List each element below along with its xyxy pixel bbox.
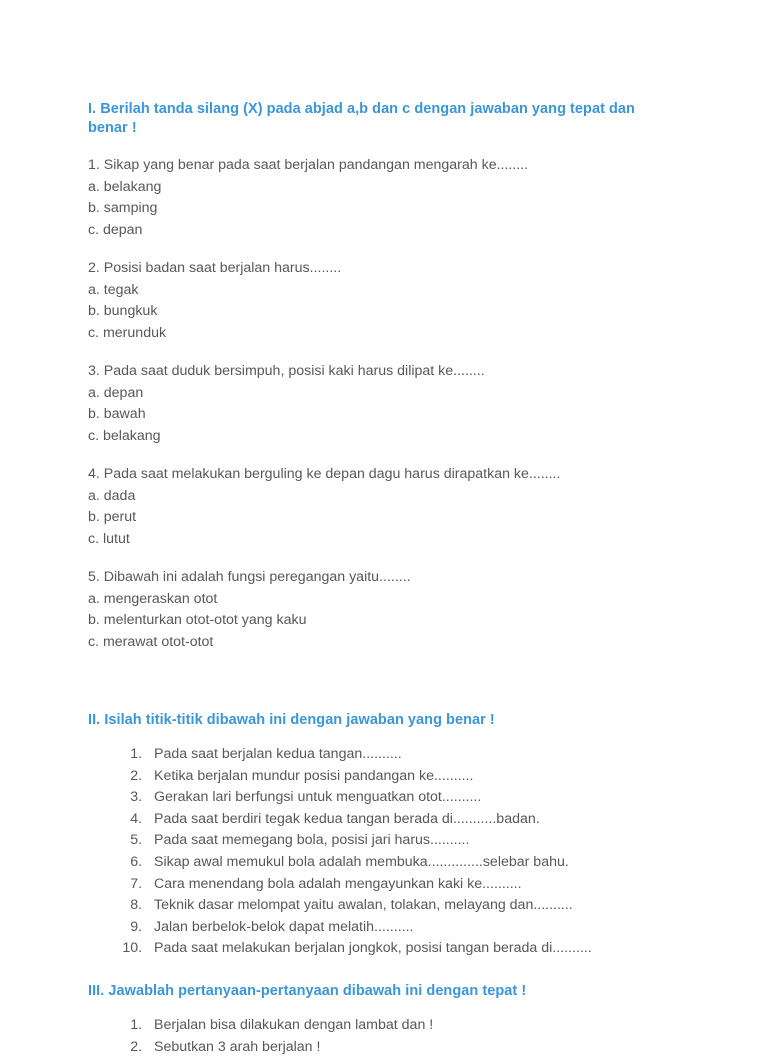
list-item: 5. Pada saat memegang bola, posisi jari harus.......... — [146, 830, 688, 852]
question-block-2 — [88, 258, 688, 344]
list-item: 3. Gerakan lari berfungsi untuk menguatkan otot.......... — [146, 787, 688, 809]
question-option: b. melenturkan otot-otot yang kaku — [88, 612, 307, 628]
question-option: a. depan — [88, 384, 144, 401]
question-prompt: 1. Sikap yang benar pada saat berjalan pandangan mengarah ke........ — [88, 157, 529, 173]
question-option: c. belakang — [88, 427, 161, 444]
essay-question-list — [88, 1015, 688, 1058]
list-item: 6. Sikap awal memukul bola adalah membuka..............selebar bahu. — [146, 852, 688, 874]
fill-in-the-blank-list — [88, 744, 688, 960]
question-option: c. depan — [88, 221, 143, 238]
question-prompt: 2. Posisi badan saat berjalan harus........ — [88, 260, 342, 276]
question-block-5 — [88, 567, 688, 653]
list-item: 1. Pada saat berjalan kedua tangan.......... — [146, 744, 688, 766]
question-option: c. merunduk — [88, 324, 167, 341]
list-item: 7. Cara menendang bola adalah mengayunkan kaki ke.......... — [146, 874, 688, 896]
question-option: b. bungkuk — [88, 303, 158, 319]
question-prompt: 5. Dibawah ini adalah fungsi peregangan yaitu........ — [88, 569, 411, 585]
question-option: c. lutut — [88, 530, 130, 547]
question-option: c. merawat otot-otot — [88, 633, 214, 650]
section-spacer — [88, 653, 688, 711]
list-item: 8. Teknik dasar melompat yaitu awalan, tolakan, melayang dan.......... — [146, 895, 688, 917]
section-two-heading: II. Isilah titik-titik dibawah ini dengan jawaban yang benar ! — [88, 712, 495, 728]
question-block-1 — [88, 155, 688, 241]
question-option: a. dada — [88, 487, 136, 504]
list-item: 2. Ketika berjalan mundur posisi pandangan ke.......... — [146, 766, 688, 788]
list-item: 2. Sebutkan 3 arah berjalan ! — [146, 1037, 688, 1058]
question-block-3 — [88, 361, 688, 447]
section-one-heading: I. Berilah tanda silang (X) pada abjad a,b dan c dengan jawaban yang tepat dan benar ! — [88, 101, 635, 136]
question-option: a. belakang — [88, 178, 162, 195]
question-option: b. perut — [88, 509, 137, 525]
question-prompt: 3. Pada saat duduk bersimpuh, posisi kaki harus dilipat ke........ — [88, 363, 485, 379]
question-option: b. samping — [88, 200, 158, 216]
section-spacer — [88, 960, 688, 982]
list-item: 9. Jalan berbelok-belok dapat melatih.......... — [146, 917, 688, 939]
list-item: 1. Berjalan bisa dilakukan dengan lambat dan ! — [146, 1015, 688, 1037]
list-item: 10. Pada saat melakukan berjalan jongkok, posisi tangan berada di.......... — [146, 938, 688, 960]
question-option: b. bawah — [88, 406, 146, 422]
question-prompt: 4. Pada saat melakukan berguling ke depan dagu harus dirapatkan ke........ — [88, 466, 561, 482]
question-option: a. tegak — [88, 281, 139, 298]
question-option: a. mengeraskan otot — [88, 590, 218, 607]
list-item: 4. Pada saat berdiri tegak kedua tangan berada di...........badan. — [146, 809, 688, 831]
section-three-heading: III. Jawablah pertanyaan-pertanyaan dibawah ini dengan tepat ! — [88, 982, 527, 999]
question-block-4 — [88, 464, 688, 550]
